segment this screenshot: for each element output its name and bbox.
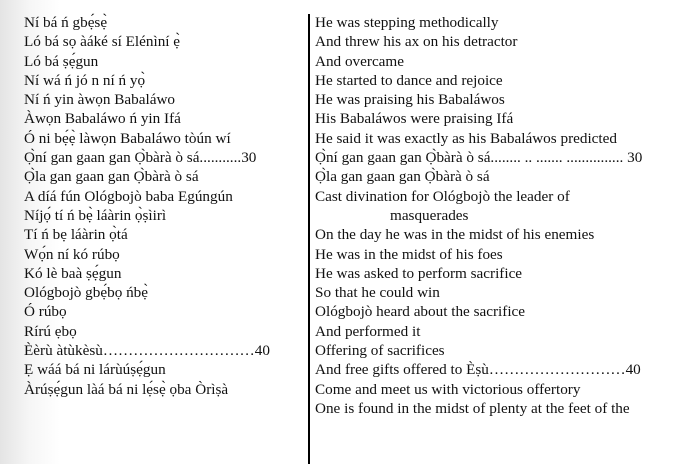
translation-line: Cast divination for Ológbojò the leader of: [315, 187, 570, 205]
translation-line: He started to dance and rejoice: [315, 71, 503, 89]
verse-line: Ní bá ń gbẹ́sẹ̀: [24, 14, 108, 31]
translation-line: He was in the midst of his foes: [315, 245, 503, 263]
translation-line: Come and meet us with victorious offertory: [315, 380, 581, 398]
translation-line: He was asked to perform sacrifice: [315, 264, 523, 282]
verse-line: A díá fún Ológbojò baba Egúngún: [24, 187, 233, 205]
verse-line: Ẹ wáá bá ni lárùúṣẹ́gun: [24, 361, 166, 379]
translation-line: Offering of sacrifices: [315, 342, 445, 360]
translation-line: Ọ̀la gan gaan gan Ọ̀bàrà ò sá: [315, 168, 490, 186]
verse-line: Ológbojò gbẹ́bọ ńbẹ̀: [24, 284, 149, 302]
translation-line-continuation: masquerades: [390, 206, 469, 224]
verse-line: Àwọn Babaláwo ń yin Ifá: [24, 110, 181, 128]
column-divider: [308, 14, 310, 464]
verse-line: Àrúṣẹ́gun làá bá ni lẹ́sẹ̀ ọba Òrìṣà: [24, 380, 229, 398]
verse-line: Ló bá ṣẹ́gun: [24, 52, 99, 70]
translation-line: On the day he was in the midst of his enemies: [315, 226, 595, 244]
translation-line: His Babaláwos were praising Ifá: [315, 110, 514, 128]
translation-line: So that he could win: [315, 284, 440, 302]
verse-line: Ní wá ń jó n ní ń yọ̀: [24, 71, 146, 89]
verse-line: Ó rúbọ: [24, 303, 67, 321]
translation-line: One is found in the midst of plenty at the feet of the: [315, 399, 630, 417]
translation-line: He said it was exactly as his Babaláwos predicted: [315, 129, 617, 147]
translation-line-numbered-30: Ọ̀ní gan gaan gan Ọ̀bàrà ò sá........ .. ....... ............... 30: [315, 149, 643, 167]
verse-line: Rírú ẹbọ: [24, 322, 77, 340]
translation-line: Ológbojò heard about the sacrifice: [315, 303, 526, 321]
verse-line: Níjọ́ tí ń bẹ̀ láàrin ọ̀ṣìirì: [24, 206, 167, 224]
translation-line: And threw his ax on his detractor: [315, 33, 518, 51]
verse-line-numbered-40: Èèrù àtùkèsù…………………………40: [24, 342, 270, 360]
yoruba-verse-column: [24, 13, 304, 399]
verse-line: Ọ̀la gan gaan gan Ọ̀bàrà ò sá: [24, 168, 199, 186]
verse-line: Kó lè baà ṣẹ́gun: [24, 264, 122, 282]
verse-line: Ní ń yin àwọn Babaláwo: [24, 91, 175, 109]
translation-line-numbered-40: And free gifts offered to Èṣù………………………40: [315, 361, 641, 379]
translation-line: He was praising his Babaláwos: [315, 91, 505, 109]
verse-line-numbered-30: Ọ̀ní gan gaan gan Ọ̀bàrà ò sá...........30: [24, 149, 257, 167]
verse-line: Ó ni bẹ́ẹ̀ làwọn Babaláwo tòún wí: [24, 129, 231, 147]
translation-line: And overcame: [315, 52, 404, 70]
translation-line: He was stepping methodically: [315, 14, 499, 31]
translation-line: And performed it: [315, 322, 421, 340]
verse-line: Ló bá sọ àáké sí Elénìní ẹ̀: [24, 33, 181, 51]
verse-line: Wọ́n ní kó rúbọ: [24, 245, 120, 263]
english-translation-column: [315, 13, 687, 418]
verse-line: Tí ń bẹ láàrin ọ̀tá: [24, 226, 128, 244]
